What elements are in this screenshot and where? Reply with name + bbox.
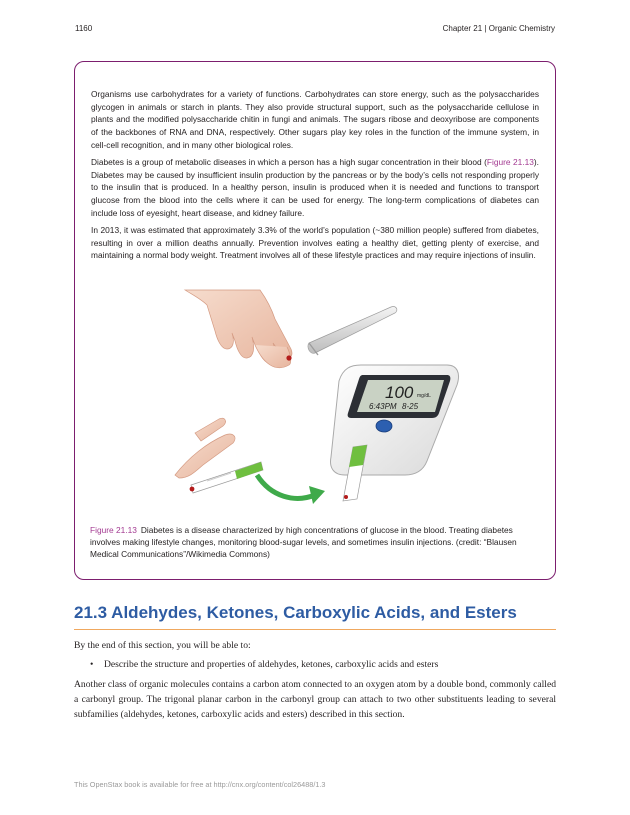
page-number: 1160 <box>75 24 93 33</box>
meter-reading: 100 <box>385 383 414 402</box>
meter-unit: mg/dL <box>417 393 431 399</box>
learning-objectives-list <box>90 658 550 672</box>
meter-time: 6:43PM <box>369 402 397 411</box>
fingertip-icon <box>175 418 235 478</box>
figure-link[interactable]: Figure 21.13 <box>486 157 534 168</box>
feature-paragraph-2-start: Diabetes is a group of metabolic diseases in which a person has a high sugar concentration in their blood ( <box>91 157 487 168</box>
feature-paragraph-3: In 2013, it was estimated that approximately 3.3% of the world’s population (~380 million people) suffered from diabetes, resulting in over a million deaths annually. Prevention involves eating a healthy diet, getting plenty of exercise, and maintaining a normal body weight. Treatment involves all of these lifestyle practices and may require injections of insulin. <box>91 225 539 261</box>
lancet-pen-icon <box>308 307 397 355</box>
running-head-separator: | <box>482 24 489 33</box>
section-title: 21.3 Aldehydes, Ketones, Carboxylic Acids, and Esters <box>74 603 556 630</box>
running-head <box>443 24 555 33</box>
feature-paragraph-1: Organisms use carbohydrates for a variety of functions. Carbohydrates can store energy, such as the polysaccharides glycogen in animals or starch in plants. They also provide structural support, such as the polysaccharide cellulose in plants and the modified polysaccharide chitin in fungi and animals. The sugars ribose and deoxyribose are components of the backbones of RNA and DNA, respectively. Other sugars play key roles in the function of the immune system, in cell-cell recognition, and in many other biological roles. <box>91 89 539 150</box>
meter-date: 8-25 <box>402 402 419 411</box>
blood-drop-icon <box>286 355 291 360</box>
list-item: • Describe the structure and properties of aldehydes, ketones, carboxylic acids and esters <box>90 658 550 672</box>
meter-button <box>376 420 392 432</box>
feature-paragraph-2 <box>91 156 539 220</box>
section-body-paragraph: Another class of organic molecules contains a carbon atom connected to an oxygen atom by a double bond, commonly called a carbonyl group. The trigonal planar carbon in the carbonyl group can attach to two other substituents leading to several subfamilies (aldehydes, ketones, carboxylic acids and esters) described in this section. <box>74 679 556 720</box>
glucose-meter <box>331 365 459 475</box>
chapter-number: Chapter 21 <box>442 24 483 33</box>
chapter-title: Organic Chemistry <box>488 24 555 33</box>
page-footer: This OpenStax book is available for free at http://cnx.org/content/col26488/1.3 <box>74 780 326 789</box>
figure-illustration <box>95 285 535 515</box>
arrow-icon <box>257 475 325 504</box>
hand-icon <box>185 290 292 368</box>
learning-objectives-intro: By the end of this section, you will be able to: <box>74 640 251 651</box>
figure-caption <box>90 524 540 561</box>
feature-paragraph-2-end: ). Diabetes may be caused by insufficient insulin production by the pancreas or by the body’s cells not responding properly to the insulin that is produced. In a healthy person, insulin is produced when it is needed and functions to transport glucose from the blood into the cells where it can be used for energy. The long-term complications of diabetes can include loss of eyesight, heart disease, and kidney failure. <box>91 157 539 218</box>
figure-caption-label: Figure 21.13 <box>90 525 137 535</box>
page-header <box>75 24 555 36</box>
figure-caption-text: Diabetes is a disease characterized by high concentrations of glucose in the blood. Treating diabetes involves making lifestyle changes, monitoring blood-sugar levels, and sometimes insulin injections. (credit: “Blausen Medical Communications”/Wikimedia Commons) <box>90 525 517 560</box>
